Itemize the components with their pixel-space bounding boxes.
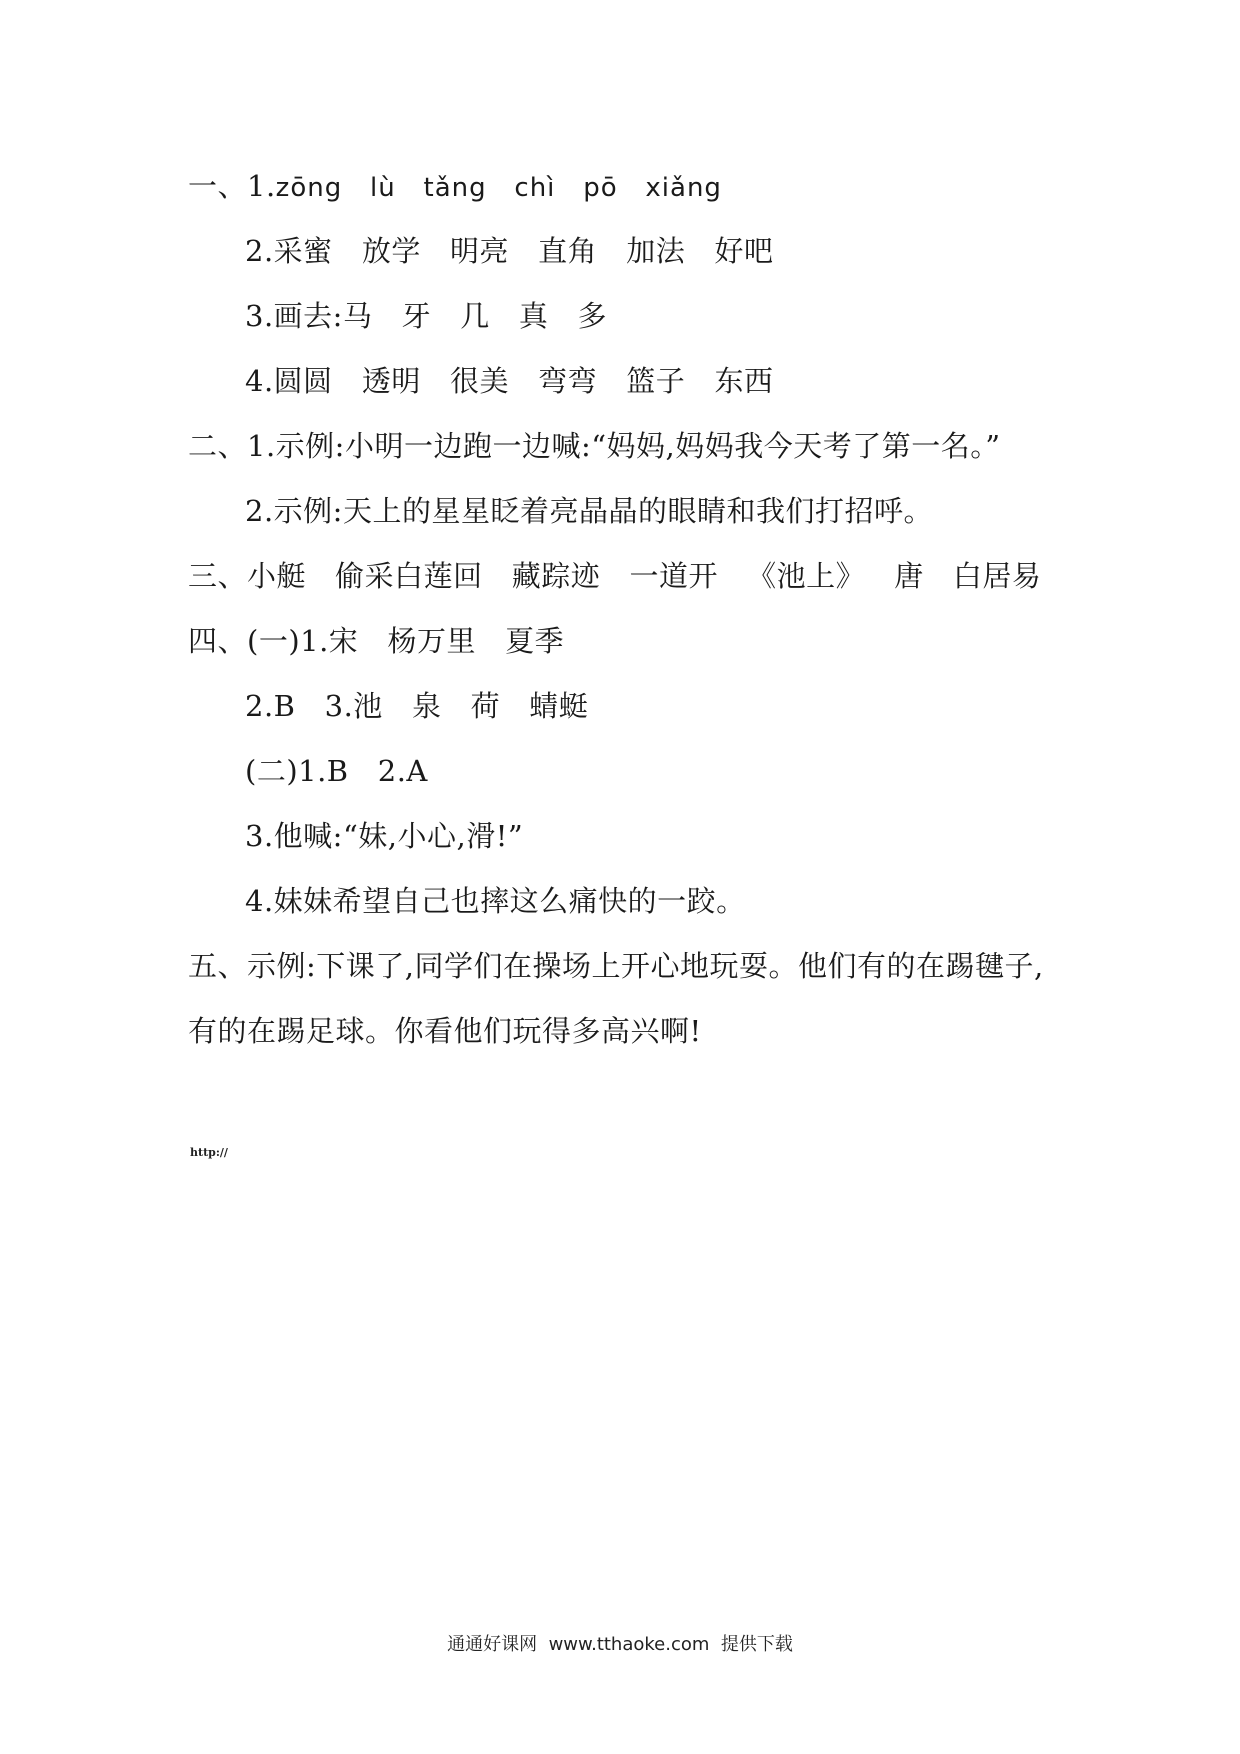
answer-2-1: 二、1.示例:小明一边跑一边喊:“妈妈,妈妈我今天考了第一名。” — [188, 429, 1001, 463]
answer-5-line1: 五、示例:下课了,同学们在操场上开心地玩耍。他们有的在踢毽子, — [188, 949, 1044, 983]
answer-1-3: 3.画去:马 牙 几 真 多 — [245, 299, 608, 333]
footer-download-note: 通通好课网 www.tthaoke.com 提供下载 — [447, 1634, 793, 1655]
answer-3: 三、小艇 偷采白莲回 藏踪迹 一道开 《池上》 唐 白居易 — [188, 559, 1042, 593]
answer-4-2-4: 4.妹妹希望自己也摔这么痛快的一跤。 — [245, 884, 746, 918]
answer-4-2-1: (二)1.B 2.A — [245, 754, 428, 788]
answer-1-2: 2.采蜜 放学 明亮 直角 加法 好吧 — [245, 234, 774, 268]
answer-1-4: 4.圆圆 透明 很美 弯弯 篮子 东西 — [245, 364, 774, 398]
answer-1-1 — [188, 166, 722, 208]
answer-4-1-2: 2.B 3.池 泉 荷 蜻蜓 — [245, 689, 589, 723]
answer-2-2: 2.示例:天上的星星眨着亮晶晶的眼睛和我们打招呼。 — [245, 494, 933, 528]
answer-5-line2: 有的在踢足球。你看他们玩得多高兴啊! — [188, 1014, 702, 1048]
answer-4-2-3: 3.他喊:“妹,小心,滑!” — [245, 819, 524, 853]
answer-1-1-prefix: 一、1. — [188, 169, 276, 203]
answer-4-1-1: 四、(一)1.宋 杨万里 夏季 — [188, 624, 565, 658]
answer-1-1-pinyin: zōng lù tǎng chì pō xiǎng — [275, 173, 722, 203]
small-url-text: http:// — [190, 1146, 228, 1159]
